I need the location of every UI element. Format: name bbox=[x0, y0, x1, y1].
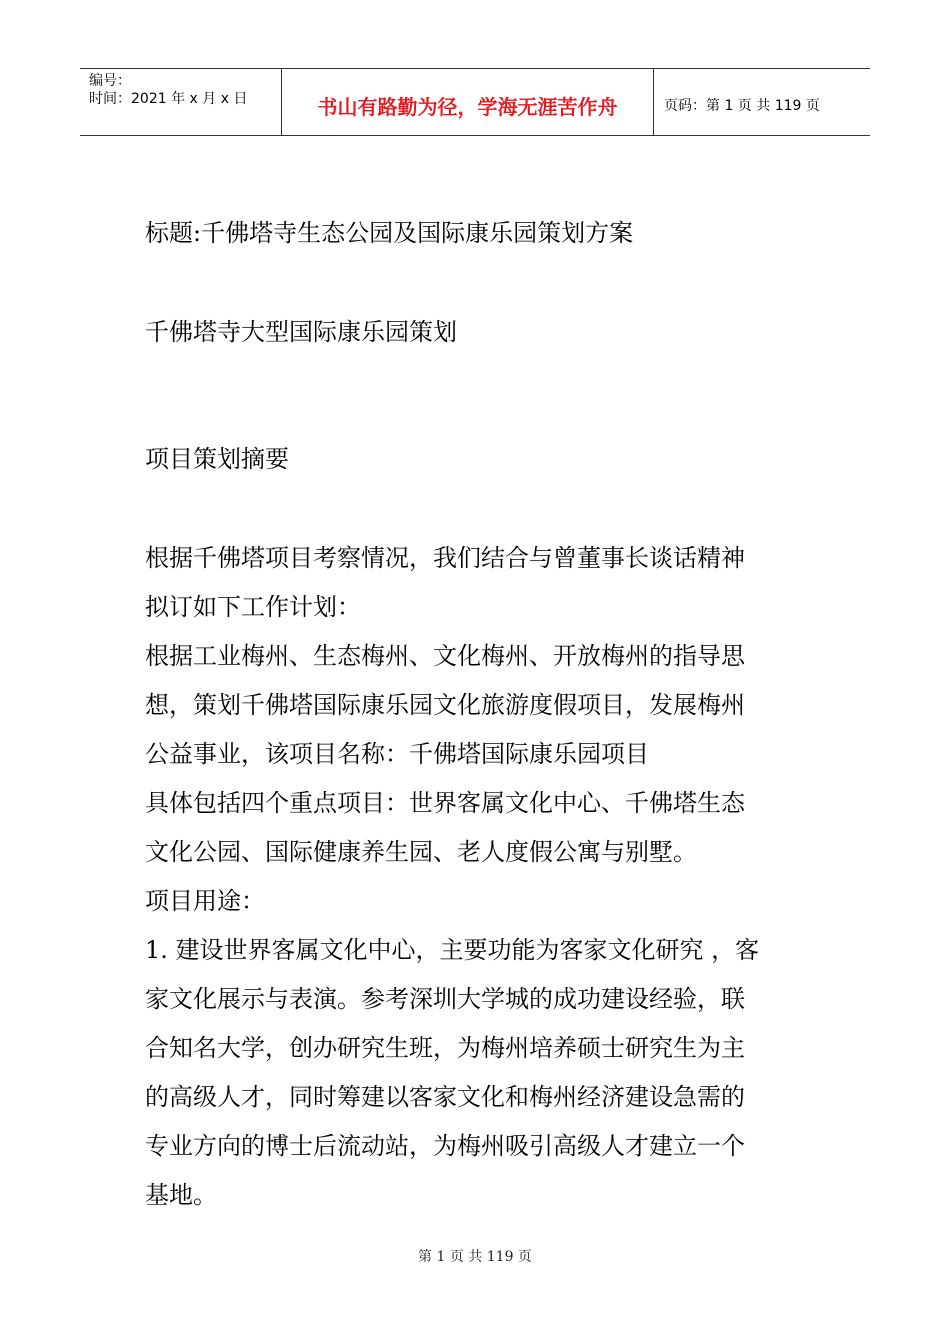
footer-page-number: 第 1 页 共 119 页 bbox=[418, 1249, 532, 1265]
body-text bbox=[145, 534, 815, 1220]
body-line: 基地。 bbox=[145, 1181, 217, 1209]
body-line: 根据工业梅州、生态梅州、文化梅州、开放梅州的指导思 bbox=[145, 642, 745, 670]
header-page-cell bbox=[654, 69, 870, 135]
header-page-info: 页码：第 1 页 共 119 页 bbox=[664, 98, 820, 114]
document-header bbox=[80, 68, 870, 136]
header-motto-cell bbox=[282, 69, 654, 135]
body-line: 合知名大学，创办研究生班，为梅州培养硕士研究生为主 bbox=[145, 1034, 745, 1062]
body-line: 1. 建设世界客属文化中心，主要功能为客家文化研究 ，客 bbox=[145, 936, 760, 964]
time-label: 时间：2021 年 x 月 x 日 bbox=[89, 91, 248, 107]
body-line: 根据千佛塔项目考察情况，我们结合与曾董事长谈话精神 bbox=[145, 544, 745, 572]
motto-text: 书山有路勤为径，学海无涯苦作舟 bbox=[317, 94, 618, 119]
body-line: 文化公园、国际健康养生园、老人度假公寓与别墅。 bbox=[145, 838, 697, 866]
number-label: 编号： bbox=[89, 73, 131, 89]
page-footer bbox=[0, 1246, 950, 1266]
body-line: 拟订如下工作计划： bbox=[145, 593, 361, 621]
body-line: 具体包括四个重点项目：世界客属文化中心、千佛塔生态 bbox=[145, 789, 745, 817]
header-meta-cell bbox=[80, 69, 282, 135]
document-title: 标题:千佛塔寺生态公园及国际康乐园策划方案 bbox=[145, 219, 634, 247]
body-line: 项目用途： bbox=[145, 887, 265, 915]
body-line: 专业方向的博士后流动站，为梅州吸引高级人才建立一个 bbox=[145, 1132, 745, 1160]
body-line: 的高级人才，同时筹建以客家文化和梅州经济建设急需的 bbox=[145, 1083, 745, 1111]
body-line: 家文化展示与表演。参考深圳大学城的成功建设经验，联 bbox=[145, 985, 745, 1013]
document-subtitle: 千佛塔寺大型国际康乐园策划 bbox=[145, 318, 457, 346]
body-line: 公益事业，该项目名称：千佛塔国际康乐园项目 bbox=[145, 740, 649, 768]
body-line: 想，策划千佛塔国际康乐园文化旅游度假项目，发展梅州 bbox=[145, 691, 745, 719]
section-heading: 项目策划摘要 bbox=[145, 445, 289, 473]
